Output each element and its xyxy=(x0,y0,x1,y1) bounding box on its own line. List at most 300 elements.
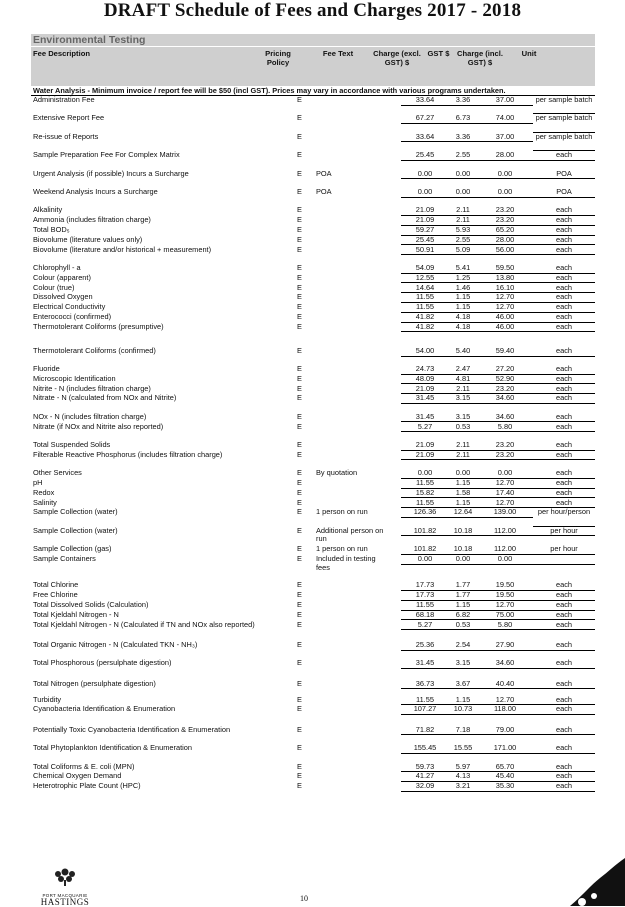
pricing-policy: E xyxy=(297,478,302,487)
pricing-policy: E xyxy=(297,215,302,225)
gst-amount: 1.77 xyxy=(449,591,477,601)
unit: each xyxy=(533,479,595,489)
fee-description: Total BOD₅ xyxy=(33,225,70,234)
charge-incl-gst: 13.80 xyxy=(477,274,533,284)
charge-excl-gst: 107.27 xyxy=(401,705,449,715)
unit: each xyxy=(533,206,595,216)
fee-description: Enterococci (confirmed) xyxy=(33,312,112,321)
charge-excl-gst: 126.36 xyxy=(401,508,449,518)
charge-incl-gst: 79.00 xyxy=(477,726,533,736)
unit: each xyxy=(533,264,595,274)
pricing-policy: E xyxy=(297,497,302,507)
gst-amount: 2.11 xyxy=(449,451,477,461)
fee-description: Heterotrophic Plate Count (HPC) xyxy=(33,781,141,791)
fee-text: 1 person on run xyxy=(316,544,368,554)
pricing-policy: E xyxy=(297,272,302,282)
charge-excl-gst: 31.45 xyxy=(401,413,449,423)
pricing-policy: E xyxy=(297,131,302,141)
table-row xyxy=(31,451,595,468)
charge-excl-gst: 0.00 xyxy=(401,469,449,479)
table-row xyxy=(31,659,595,676)
pricing-policy: E xyxy=(297,302,302,312)
gst-amount: 1.15 xyxy=(449,499,477,509)
fee-description: Biovolume (literature and/or historical + measurement) xyxy=(33,244,212,254)
charge-excl-gst: 101.82 xyxy=(401,545,449,555)
table-row xyxy=(31,696,595,705)
gst-amount: 2.11 xyxy=(449,441,477,451)
charge-excl-gst: 36.73 xyxy=(401,680,449,690)
charge-excl-gst: 25.45 xyxy=(401,236,449,246)
fee-description: Total Organic Nitrogen - N (Calculated TKN - NH₃) xyxy=(33,640,198,649)
gst-amount: 0.00 xyxy=(449,469,477,479)
pricing-policy: E xyxy=(297,187,302,196)
gst-amount: 0.00 xyxy=(449,170,477,180)
charge-incl-gst: 5.80 xyxy=(477,621,533,631)
fee-description: Re-issue of Reports xyxy=(33,131,99,141)
charge-incl-gst: 35.30 xyxy=(477,782,533,792)
unit: each xyxy=(533,659,595,669)
pricing-policy: E xyxy=(297,346,302,356)
table-row xyxy=(31,413,595,422)
unit: per sample batch xyxy=(533,96,595,114)
charge-excl-gst: 68.18 xyxy=(401,611,449,621)
pricing-policy: E xyxy=(297,150,302,160)
gst-amount: 1.15 xyxy=(449,601,477,611)
charge-excl-gst: 41.82 xyxy=(401,323,449,333)
charge-incl-gst: 46.00 xyxy=(477,313,533,323)
charge-incl-gst: 12.70 xyxy=(477,479,533,489)
charge-excl-gst: 11.55 xyxy=(401,696,449,706)
fee-description: Electrical Conductivity xyxy=(33,302,106,312)
pricing-policy: E xyxy=(297,421,302,431)
table-row xyxy=(31,347,595,356)
charge-incl-gst: 112.00 xyxy=(477,545,533,555)
gst-amount: 2.55 xyxy=(449,151,477,161)
unit: each xyxy=(533,772,595,782)
table-row xyxy=(31,293,595,302)
unit: each xyxy=(533,591,595,601)
gst-amount: 10.18 xyxy=(449,545,477,555)
charge-excl-gst: 5.27 xyxy=(401,621,449,631)
fee-description: Nitrate - N (calculated from NOx and Nitrite) xyxy=(33,393,177,403)
charge-excl-gst: 11.55 xyxy=(401,499,449,509)
col-fee-text: Fee Text xyxy=(322,49,354,58)
unit: each xyxy=(533,274,595,284)
gst-amount: 10.18 xyxy=(449,527,477,537)
table-row xyxy=(31,705,595,722)
gst-amount: 5.41 xyxy=(449,264,477,274)
unit: each xyxy=(533,469,595,479)
gst-amount: 0.53 xyxy=(449,423,477,433)
charge-incl-gst: 12.70 xyxy=(477,293,533,303)
table-row xyxy=(31,274,595,283)
table-row xyxy=(31,469,595,478)
table-row xyxy=(31,264,595,273)
gst-amount: 1.77 xyxy=(449,581,477,591)
fee-description: Total Phytoplankton Identification & Enumeration xyxy=(33,743,192,753)
gst-amount: 3.21 xyxy=(449,782,477,792)
charge-excl-gst: 67.27 xyxy=(401,114,449,124)
gst-amount: 5.93 xyxy=(449,226,477,236)
charge-excl-gst: 25.36 xyxy=(401,641,449,651)
table-row xyxy=(31,499,595,508)
unit: each xyxy=(533,323,595,333)
fee-text: By quotation xyxy=(316,468,358,478)
gst-amount: 15.55 xyxy=(449,744,477,754)
unit: each xyxy=(533,641,595,651)
table-row xyxy=(31,284,595,293)
unit: each xyxy=(533,236,595,246)
unit: per sample batch xyxy=(533,114,595,132)
unit: each xyxy=(533,347,595,357)
gst-amount: 1.15 xyxy=(449,696,477,706)
charge-incl-gst: 27.90 xyxy=(477,641,533,651)
fee-description: Total Chlorine xyxy=(33,580,79,590)
pricing-policy: E xyxy=(297,168,302,178)
fee-text: POA xyxy=(316,187,332,196)
page-title: DRAFT Schedule of Fees and Charges 2017 - 2018 xyxy=(103,0,522,21)
gst-amount: 1.58 xyxy=(449,489,477,499)
charge-incl-gst: 16.10 xyxy=(477,284,533,294)
col-pricing-policy: Pricing Policy xyxy=(265,49,291,67)
fee-description: Microscopic Identification xyxy=(33,373,116,383)
charge-incl-gst: 34.60 xyxy=(477,659,533,669)
gst-amount: 2.11 xyxy=(449,385,477,395)
charge-incl-gst: 139.00 xyxy=(477,508,533,518)
table-body xyxy=(31,96,595,792)
gst-amount: 4.81 xyxy=(449,375,477,385)
pricing-policy: E xyxy=(297,619,302,629)
unit: each xyxy=(533,611,595,621)
charge-excl-gst: 54.09 xyxy=(401,264,449,274)
charge-incl-gst: 19.50 xyxy=(477,581,533,591)
gst-amount: 4.18 xyxy=(449,313,477,323)
charge-incl-gst: 12.70 xyxy=(477,499,533,509)
logo-tree-icon xyxy=(33,866,97,888)
pricing-policy: E xyxy=(297,364,302,373)
table-row xyxy=(31,365,595,374)
unit: per hour xyxy=(533,545,595,555)
table-row xyxy=(31,680,595,689)
charge-excl-gst: 0.00 xyxy=(401,170,449,180)
charge-incl-gst: 19.50 xyxy=(477,591,533,601)
unit: each xyxy=(533,782,595,792)
fee-description: Thermotolerant Coliforms (confirmed) xyxy=(33,346,156,356)
fee-description: Free Chlorine xyxy=(33,590,78,600)
col-charge-excl: Charge (excl. GST) $ xyxy=(373,49,421,67)
pricing-policy: E xyxy=(297,113,302,123)
pricing-policy: E xyxy=(297,640,302,649)
table-row xyxy=(31,246,595,263)
pricing-policy: E xyxy=(297,678,302,688)
table-row xyxy=(31,555,595,572)
gst-amount: 6.73 xyxy=(449,114,477,124)
gst-amount: 2.47 xyxy=(449,365,477,375)
table-row xyxy=(31,226,595,235)
pricing-policy: E xyxy=(297,440,302,449)
fee-description: Weekend Analysis Incurs a Surcharge xyxy=(33,187,158,196)
charge-excl-gst: 41.27 xyxy=(401,772,449,782)
charge-incl-gst: 34.60 xyxy=(477,394,533,404)
charge-incl-gst: 23.20 xyxy=(477,385,533,395)
charge-incl-gst: 12.70 xyxy=(477,601,533,611)
table-row xyxy=(31,744,595,761)
gst-amount: 10.73 xyxy=(449,705,477,715)
table-row xyxy=(31,508,595,525)
charge-incl-gst: 59.40 xyxy=(477,347,533,357)
table-row xyxy=(31,601,595,610)
charge-incl-gst: 5.80 xyxy=(477,423,533,433)
pricing-policy: E xyxy=(297,743,302,753)
charge-incl-gst: 56.00 xyxy=(477,246,533,256)
fee-description: Sample Containers xyxy=(33,554,96,563)
fee-description: Colour (true) xyxy=(33,282,75,292)
fee-description: Fluoride xyxy=(33,364,60,373)
charge-excl-gst: 17.73 xyxy=(401,591,449,601)
unit xyxy=(533,555,595,565)
charge-excl-gst: 12.55 xyxy=(401,274,449,284)
table-row xyxy=(31,216,595,225)
charge-excl-gst: 54.00 xyxy=(401,347,449,357)
pricing-policy: E xyxy=(297,694,302,704)
gst-amount: 2.55 xyxy=(449,236,477,246)
unit: each xyxy=(533,423,595,433)
charge-incl-gst: 112.00 xyxy=(477,527,533,537)
fee-description: Other Services xyxy=(33,468,82,478)
fee-text: Included in testing fees xyxy=(316,554,376,572)
table-row xyxy=(31,423,595,440)
page-number: 10 xyxy=(300,894,308,903)
charge-incl-gst: 118.00 xyxy=(477,705,533,715)
fee-description: Total Kjeldahl Nitrogen - N (Calculated if TN and NOx also reported) xyxy=(33,619,255,629)
unit: each xyxy=(533,394,595,404)
pricing-policy: E xyxy=(297,609,302,619)
table-row xyxy=(31,726,595,743)
charge-excl-gst: 59.27 xyxy=(401,226,449,236)
charge-incl-gst: 37.00 xyxy=(477,133,533,143)
pricing-policy: E xyxy=(297,383,302,393)
table-row xyxy=(31,96,595,113)
unit: POA xyxy=(533,170,595,180)
unit: each xyxy=(533,601,595,611)
charge-incl-gst: 23.20 xyxy=(477,451,533,461)
gst-amount: 0.53 xyxy=(449,621,477,631)
charge-incl-gst: 46.00 xyxy=(477,323,533,333)
pricing-policy: E xyxy=(297,658,302,668)
corner-graphic xyxy=(560,858,625,906)
fee-description: Nitrate (if NOx and Nitrite also reported) xyxy=(33,421,164,431)
table-row xyxy=(31,641,595,658)
unit: per hour xyxy=(533,527,595,537)
unit: each xyxy=(533,385,595,395)
unit: each xyxy=(533,151,595,161)
unit: each xyxy=(533,293,595,303)
charge-incl-gst: 0.00 xyxy=(477,555,533,565)
fee-description: Redox xyxy=(33,487,55,497)
gst-amount: 2.11 xyxy=(449,216,477,226)
fee-description: pH xyxy=(33,478,43,487)
table-row xyxy=(31,611,595,620)
charge-incl-gst: 23.20 xyxy=(477,206,533,216)
gst-amount: 5.09 xyxy=(449,246,477,256)
charge-excl-gst: 17.73 xyxy=(401,581,449,591)
fee-description: Sample Collection (water) xyxy=(33,525,118,535)
pricing-policy: E xyxy=(297,771,302,781)
charge-incl-gst: 17.40 xyxy=(477,489,533,499)
charge-incl-gst: 27.20 xyxy=(477,365,533,375)
fee-description: Thermotolerant Coliforms (presumptive) xyxy=(33,321,164,331)
col-fee-description: Fee Description xyxy=(33,49,90,58)
table-row xyxy=(31,170,595,187)
charge-excl-gst: 25.45 xyxy=(401,151,449,161)
table-row xyxy=(31,591,595,600)
charge-incl-gst: 12.70 xyxy=(477,696,533,706)
pricing-policy: E xyxy=(297,321,302,331)
logo-text-bottom: HASTINGS xyxy=(40,897,90,907)
table-row xyxy=(31,441,595,450)
council-logo xyxy=(33,866,97,907)
charge-excl-gst: 50.91 xyxy=(401,246,449,256)
gst-amount: 3.36 xyxy=(449,133,477,143)
unit: each xyxy=(533,744,595,754)
gst-amount: 7.18 xyxy=(449,726,477,736)
pricing-policy: E xyxy=(297,373,302,383)
fee-description: Sample Preparation Fee For Complex Matrix xyxy=(33,150,180,160)
gst-amount: 6.82 xyxy=(449,611,477,621)
pricing-policy: E xyxy=(297,292,302,302)
charge-excl-gst: 48.09 xyxy=(401,375,449,385)
table-row xyxy=(31,545,595,554)
pricing-policy: E xyxy=(297,234,302,244)
gst-amount: 12.64 xyxy=(449,508,477,518)
table-row xyxy=(31,303,595,312)
table-row xyxy=(31,763,595,772)
logo-text-top: PORT MACQUARIE xyxy=(42,893,88,898)
unit: each xyxy=(533,705,595,715)
unit: each xyxy=(533,581,595,591)
charge-excl-gst: 14.64 xyxy=(401,284,449,294)
unit: each xyxy=(533,365,595,375)
charge-incl-gst: 74.00 xyxy=(477,114,533,124)
unit: each xyxy=(533,375,595,385)
charge-incl-gst: 37.00 xyxy=(477,96,533,106)
fee-description: Nitrite - N (includes filtration charge) xyxy=(33,383,151,393)
gst-amount: 1.15 xyxy=(449,293,477,303)
charge-excl-gst: 41.82 xyxy=(401,313,449,323)
fee-description: Cyanobacteria Identification & Enumeration xyxy=(33,704,176,714)
table-row xyxy=(31,385,595,394)
fee-description: Total Nitrogen (persulphate digestion) xyxy=(33,678,156,688)
charge-incl-gst: 40.40 xyxy=(477,680,533,690)
pricing-policy: E xyxy=(297,95,302,104)
pricing-policy: E xyxy=(297,724,302,734)
table-row xyxy=(31,236,595,245)
gst-amount: 1.25 xyxy=(449,274,477,284)
table-row xyxy=(31,206,595,215)
pricing-policy: E xyxy=(297,507,302,517)
fee-description: Dissolved Oxygen xyxy=(33,292,93,302)
fee-description: NOx - N (includes filtration charge) xyxy=(33,411,147,421)
unit: each xyxy=(533,763,595,773)
fee-description: Chlorophyll - a xyxy=(33,263,81,272)
pricing-policy: E xyxy=(297,554,302,563)
fee-description: Potentially Toxic Cyanobacteria Identification & Enumeration xyxy=(33,724,231,734)
fee-text: Additional person on run xyxy=(316,525,384,544)
charge-incl-gst: 0.00 xyxy=(477,188,533,198)
charge-excl-gst: 33.64 xyxy=(401,96,449,106)
gst-amount: 1.15 xyxy=(449,479,477,489)
table-row xyxy=(31,581,595,590)
charge-excl-gst: 0.00 xyxy=(401,555,449,565)
unit: each xyxy=(533,413,595,423)
charge-incl-gst: 0.00 xyxy=(477,469,533,479)
unit: per hour/person xyxy=(533,508,595,526)
col-unit: Unit xyxy=(521,49,537,58)
section-title: Environmental Testing xyxy=(31,34,595,46)
gst-amount: 2.11 xyxy=(449,206,477,216)
gst-amount: 5.97 xyxy=(449,763,477,773)
unit: each xyxy=(533,303,595,313)
charge-incl-gst: 28.00 xyxy=(477,236,533,246)
gst-amount: 2.54 xyxy=(449,641,477,651)
table-row xyxy=(31,323,595,340)
charge-excl-gst: 11.55 xyxy=(401,303,449,313)
gst-amount: 3.15 xyxy=(449,394,477,404)
charge-excl-gst: 21.09 xyxy=(401,216,449,226)
charge-incl-gst: 23.20 xyxy=(477,216,533,226)
fees-table xyxy=(31,34,595,792)
charge-excl-gst: 24.73 xyxy=(401,365,449,375)
charge-excl-gst: 21.09 xyxy=(401,385,449,395)
fee-description: Total Coliforms & E. coli (MPN) xyxy=(33,761,135,771)
charge-excl-gst: 101.82 xyxy=(401,527,449,537)
unit: each xyxy=(533,451,595,461)
fee-description: Total Dissolved Solids (Calculation) xyxy=(33,600,149,609)
table-row xyxy=(31,313,595,322)
charge-excl-gst: 31.45 xyxy=(401,659,449,669)
fee-description: Chemical Oxygen Demand xyxy=(33,771,122,781)
col-charge-incl: Charge (incl. GST) $ xyxy=(457,49,503,67)
charge-incl-gst: 45.40 xyxy=(477,772,533,782)
fee-description: Total Kjeldahl Nitrogen - N xyxy=(33,609,119,619)
fee-description: Sample Collection (water) xyxy=(33,507,118,517)
pricing-policy: E xyxy=(297,393,302,403)
gst-amount: 1.15 xyxy=(449,303,477,313)
charge-incl-gst: 23.20 xyxy=(477,441,533,451)
charge-excl-gst: 71.82 xyxy=(401,726,449,736)
charge-excl-gst: 21.09 xyxy=(401,441,449,451)
gst-amount: 4.18 xyxy=(449,323,477,333)
pricing-policy: E xyxy=(297,781,302,791)
table-row xyxy=(31,394,595,411)
fee-description: Total Suspended Solids xyxy=(33,440,111,449)
fee-description: Turbidity xyxy=(33,694,62,704)
pricing-policy: E xyxy=(297,225,302,234)
pricing-policy: E xyxy=(297,487,302,497)
pricing-policy: E xyxy=(297,525,302,535)
charge-incl-gst: 34.60 xyxy=(477,413,533,423)
gst-amount: 5.40 xyxy=(449,347,477,357)
charge-excl-gst: 0.00 xyxy=(401,188,449,198)
unit: each xyxy=(533,696,595,706)
pricing-policy: E xyxy=(297,580,302,590)
table-row xyxy=(31,479,595,488)
pricing-policy: E xyxy=(297,468,302,478)
unit: each xyxy=(533,489,595,499)
charge-incl-gst: 59.50 xyxy=(477,264,533,274)
fee-description: Sample Collection (gas) xyxy=(33,544,112,554)
table-row xyxy=(31,527,595,544)
